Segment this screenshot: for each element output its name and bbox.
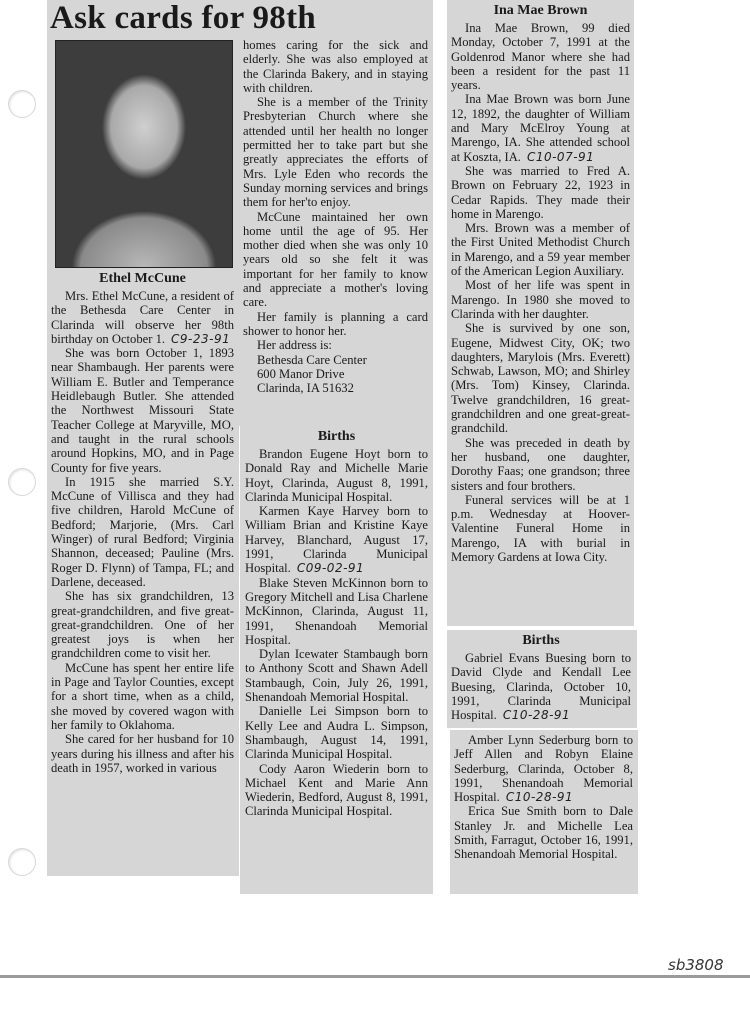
obituary-heading: Ina Mae Brown xyxy=(493,3,588,18)
paragraph-text: Mrs. Ethel McCune, a resident of the Bethesda Care Center in Clarinda will observe her 98th birthday on October 1. xyxy=(51,289,234,346)
binder-hole xyxy=(8,468,36,496)
paragraph-text: McCune has spent her entire life in Page and Taylor Counties, except for a short time, when as a child, she moved by covered wagon with her family to Oklahoma. xyxy=(51,660,234,732)
paragraph xyxy=(51,732,234,775)
paragraph xyxy=(51,475,234,589)
paragraph-text: Clarinda, IA 51632 xyxy=(257,381,354,396)
paragraph-text: Gabriel Evans Buesing born to David Clyde and Kendall Lee Buesing, Clarinda, October 10, 1991, Clarinda Municipal Hospital. xyxy=(451,651,631,723)
paragraph xyxy=(451,493,630,564)
paragraph xyxy=(243,38,428,95)
paragraph-text: Mrs. Brown was a member of the First United Methodist Church in Marengo, and a 59 year member of the American Legion Auxiliary. xyxy=(451,221,630,279)
paragraph xyxy=(243,353,428,367)
births-column-2 xyxy=(451,632,631,722)
handwritten-date: C10-28-91 xyxy=(502,708,571,723)
paragraph xyxy=(454,733,633,804)
paragraph-text: McCune maintained her own home until the age of 95. Her mother died when she was only 10 years old so she felt it was important for her family to know and appreciate a mother's loving care. xyxy=(243,209,428,310)
archive-mark: sb3808 xyxy=(668,956,724,974)
paragraph-text: Her address is: xyxy=(257,338,332,353)
paragraph-text: 600 Manor Drive xyxy=(257,366,345,381)
paragraph-text: Bethesda Care Center xyxy=(257,352,367,367)
paragraph xyxy=(243,338,428,352)
handwritten-date: C09-02-91 xyxy=(296,561,365,576)
paragraph-text: Karmen Kaye Harvey born to William Brian and Kristine Kaye Harvey, Blanchard, August 17, 1991, Clarinda Municipal Hospital. xyxy=(245,504,428,576)
photo-caption: Ethel McCune xyxy=(99,271,186,286)
paragraph-text: Most of her life was spent in Marengo. In 1980 she moved to Clarinda with her daughter. xyxy=(451,278,630,321)
paragraph xyxy=(245,576,428,647)
paragraph xyxy=(451,436,630,493)
ethel-column-2 xyxy=(243,38,428,395)
paragraph-text: Cody Aaron Wiederin born to Michael Kent and Marie Ann Wiederin, Bedford, August 8, 1991, Clarinda Municipal Hospital. xyxy=(245,761,428,819)
page-edge xyxy=(0,975,750,978)
handwritten-date: C10-07-91 xyxy=(526,149,595,164)
births-heading: Births xyxy=(317,429,356,444)
binder-hole xyxy=(8,90,36,118)
paragraph xyxy=(451,164,630,221)
paragraph-text: She is survived by one son, Eugene, Midwest City, OK; two daughters, Marylois (Mrs. Everett) Schwab, Lawson, MO; and Shirley (Mrs. Tom) Kinsey, Clarinda. Twelve grandchildren, 16 great-grandchildren and one great-great-grandchild. xyxy=(451,321,630,436)
paragraph xyxy=(51,589,234,660)
paragraph xyxy=(451,651,631,722)
paragraph xyxy=(243,210,428,310)
births-column-1 xyxy=(245,428,428,819)
paragraph xyxy=(243,95,428,209)
paragraph xyxy=(451,92,630,163)
paragraph-text: She was preceded in death by her husband, one daughter, Dorothy Faas; one grandson; three sisters and four brothers. xyxy=(451,435,630,493)
binder-hole xyxy=(8,848,36,876)
paragraph xyxy=(451,278,630,321)
paragraph xyxy=(51,661,234,732)
paragraph-text: Danielle Lei Simpson born to Kelly Lee and Audra L. Simpson, Shambaugh, August 14, 1991, Clarinda Municipal Hospital. xyxy=(245,704,428,762)
handwritten-date: C9-23-91 xyxy=(171,331,231,346)
paragraph-text: Her family is planning a card shower to honor her. xyxy=(243,309,428,338)
paragraph xyxy=(245,762,428,819)
paragraph xyxy=(243,310,428,339)
paragraph xyxy=(51,346,234,475)
paragraph xyxy=(451,321,630,435)
paragraph-text: Funeral services will be at 1 p.m. Wednesday at Hoover-Valentine Funeral Home in Marengo, IA with burial in Memory Gardens at Iowa City. xyxy=(451,492,630,564)
paragraph xyxy=(245,447,428,504)
paragraph xyxy=(245,647,428,704)
portrait-photo xyxy=(55,40,233,268)
paragraph-text: Blake Steven McKinnon born to Gregory Mitchell and Lisa Charlene McKinnon, Clarinda, August 11, 1991, Shenandoah Memorial Hospital. xyxy=(245,575,428,647)
ina-column xyxy=(451,2,630,564)
paragraph xyxy=(454,804,633,861)
ethel-column-1 xyxy=(51,270,234,775)
paragraph-text: homes caring for the sick and elderly. She was also employed at the Clarinda Bakery, and in staying with children. xyxy=(243,38,428,95)
paragraph-text: She is a member of the Trinity Presbyterian Church where she attended until her health no longer permitted her to take part but she greatly appreciates the efforts of Mrs. Lyle Eden who records the Sunday morning services and brings them for her'to enjoy. xyxy=(243,95,428,210)
births-heading: Births xyxy=(522,633,560,648)
paragraph-text: In 1915 she married S.Y. McCune of Villisca and they had five children, Harold McCune of Bedford; Marjorie, (Mrs. Carl Winger) of rural Bedford; Virginia Shannon, deceased; Pauline (Mrs. Roger D. Flynn) of Tampa, FL; and Darlene, deceased. xyxy=(51,474,234,589)
paragraph xyxy=(451,221,630,278)
paragraph-text: She cared for her husband for 10 years during his illness and after his death in 1957, worked in various xyxy=(51,732,234,775)
handwritten-date: C10-28-91 xyxy=(505,790,574,805)
births-column-3 xyxy=(454,733,633,862)
paragraph xyxy=(51,289,234,346)
paragraph-text: She was married to Fred A. Brown on February 22, 1923 in Cedar Rapids. They made their home in Marengo. xyxy=(451,163,630,221)
paragraph xyxy=(243,367,428,381)
paragraph-text: Ina Mae Brown was born June 12, 1892, the daughter of William and Mary McElroy Young at Marengo, IA. She attended school at Koszta, IA. xyxy=(451,92,630,164)
headline: Ask cards for 98th xyxy=(50,0,317,36)
paragraph-text: Erica Sue Smith born to Dale Stanley Jr. and Michelle Lea Smith, Farragut, October 16, 1991, Shenandoah Memorial Hospital. xyxy=(454,804,633,862)
paragraph xyxy=(245,704,428,761)
paragraph-text: She was born October 1, 1893 near Shambaugh. Her parents were William E. Butler and Temperance Heidlebaugh Butler. She attended the Northwest Missouri State Teacher College at Maryville, MO, and taught in the rural schools around Hopkins, MO, and in Page County for five years. xyxy=(51,346,234,475)
paragraph-text: Dylan Icewater Stambaugh born to Anthony Scott and Shawn Adell Stambaugh, Coin, July 26, 1991, Shenandoah Memorial Hospital. xyxy=(245,647,428,705)
paragraph-text: Ina Mae Brown, 99 died Monday, October 7, 1991 at the Goldenrod Manor where she had been a resident for the past 11 years. xyxy=(451,21,630,93)
paragraph-text: She has six grandchildren, 13 great-grandchildren, and five great-great-grandchildren. One of her greatest joys is when her grandchildren come to visit her. xyxy=(51,589,234,661)
paragraph-text: Amber Lynn Sederburg born to Jeff Allen and Robyn Elaine Sederburg, Clarinda, October 8, 1991, Shenandoah Memorial Hospital. xyxy=(454,733,633,805)
paragraph xyxy=(451,21,630,92)
paragraph-text: Brandon Eugene Hoyt born to Donald Ray and Michelle Marie Hoyt, Clarinda, August 8, 1991, Clarinda Municipal Hospital. xyxy=(245,447,428,504)
paragraph xyxy=(245,504,428,575)
paragraph xyxy=(243,381,428,395)
